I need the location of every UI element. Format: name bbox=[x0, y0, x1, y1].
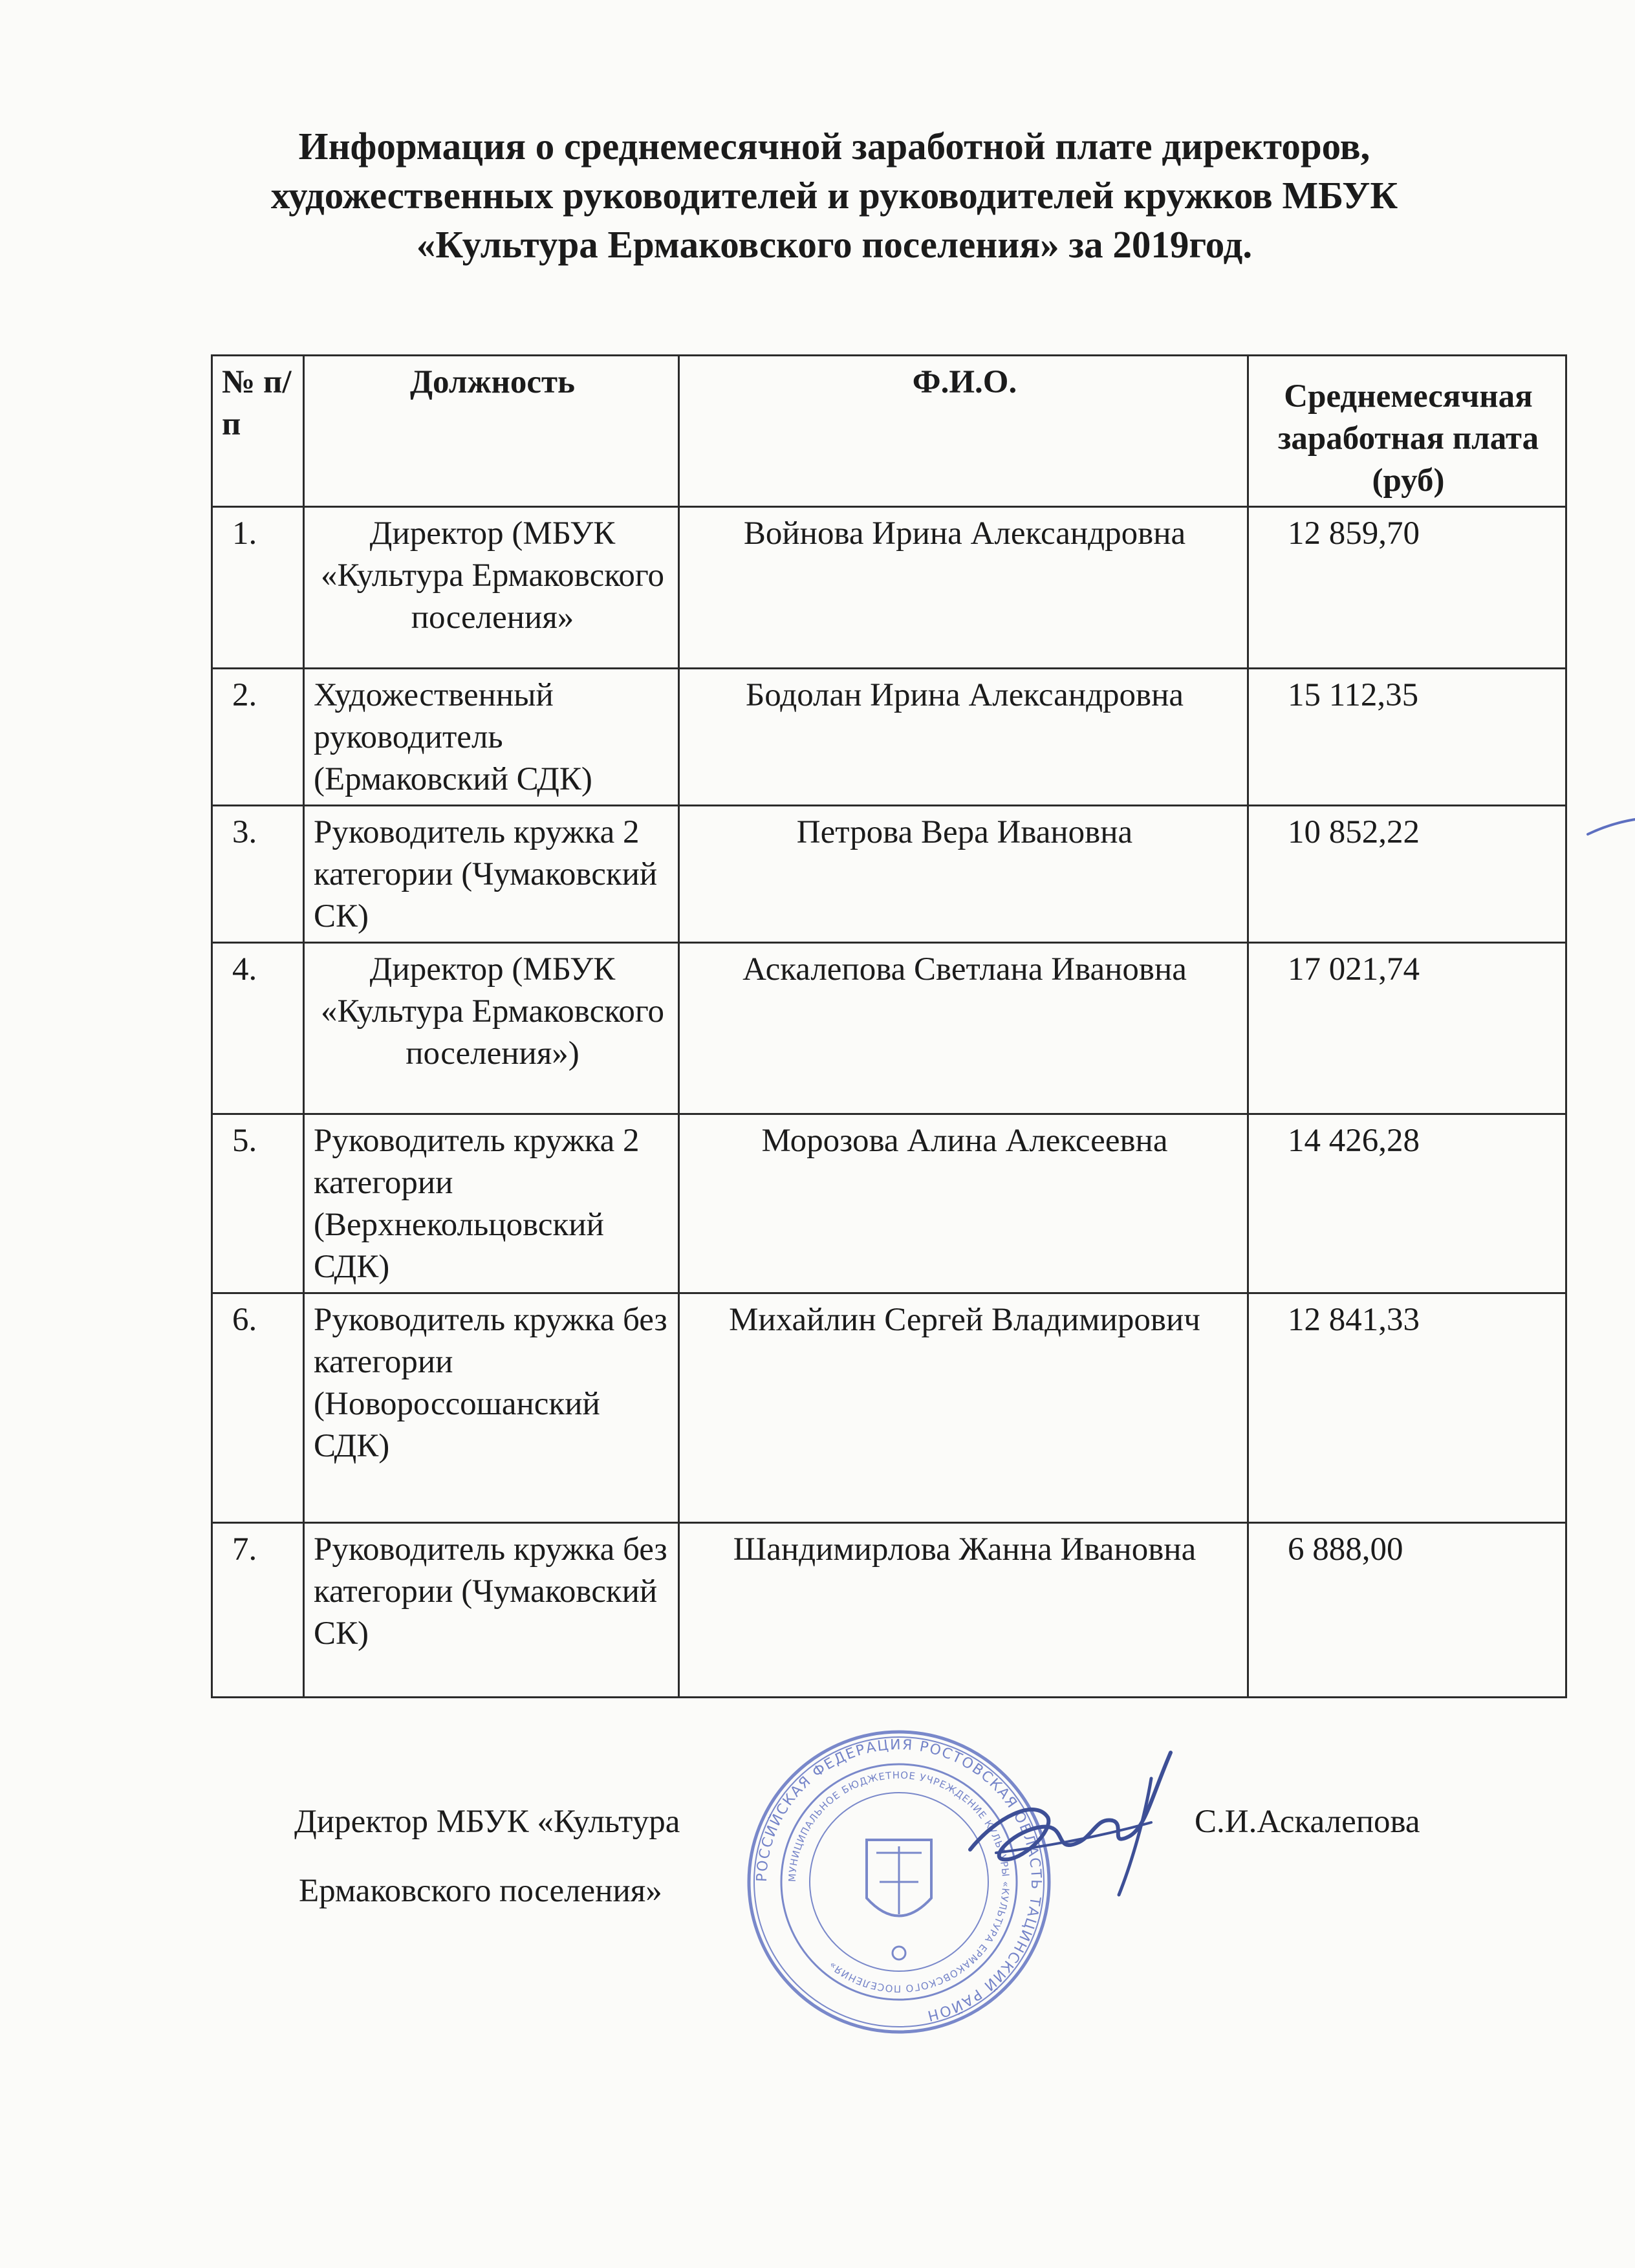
row-num: 7. bbox=[212, 1523, 304, 1698]
row-salary: 12 859,70 bbox=[1248, 507, 1566, 669]
row-name: Шандимирлова Жанна Ивановна bbox=[679, 1523, 1248, 1698]
header-position: Должность bbox=[304, 356, 679, 507]
row-num: 3. bbox=[212, 806, 304, 943]
stamp-outer-text: РОССИЙСКАЯ ФЕДЕРАЦИЯ РОСТОВСКАЯ ОБЛАСТЬ ТАЦИНСКИЙ РАЙОН bbox=[753, 1736, 1045, 2024]
title-line-1: Информация о среднемесячной заработной плате директоров, bbox=[298, 125, 1370, 167]
header-num: № п/п bbox=[212, 356, 304, 507]
table-row bbox=[212, 806, 1566, 943]
header-name: Ф.И.О. bbox=[679, 356, 1248, 507]
row-salary: 12 841,33 bbox=[1248, 1293, 1566, 1523]
table-row bbox=[212, 507, 1566, 669]
row-name: Морозова Алина Алексеевна bbox=[679, 1114, 1248, 1293]
signer-title-line-1: Директор МБУК «Культура bbox=[294, 1804, 680, 1840]
row-position: Руководитель кружка без категории (Новороссошанский СДК) bbox=[304, 1293, 679, 1523]
row-name: Бодолан Ирина Александровна bbox=[679, 669, 1248, 806]
table-row bbox=[212, 669, 1566, 806]
row-position: Руководитель кружка без категории (Чумаковский СК) bbox=[304, 1523, 679, 1698]
table-row bbox=[212, 1114, 1566, 1293]
header-salary: Среднемесячная заработная плата (руб) bbox=[1248, 356, 1566, 507]
title-line-3: «Культура Ермаковского поселения» за 2019год. bbox=[416, 223, 1253, 266]
margin-pen-mark bbox=[1585, 815, 1635, 841]
row-position: Художественный руководитель (Ермаковский СДК) bbox=[304, 669, 679, 806]
handwritten-signature bbox=[957, 1740, 1203, 1908]
title-line-2: художественных руководителей и руководителей кружков МБУК bbox=[270, 174, 1398, 217]
row-num: 6. bbox=[212, 1293, 304, 1523]
row-num: 1. bbox=[212, 507, 304, 669]
salary-table bbox=[211, 354, 1567, 1698]
row-name: Петрова Вера Ивановна bbox=[679, 806, 1248, 943]
row-num: 5. bbox=[212, 1114, 304, 1293]
stamp-inner-text: МУНИЦИПАЛЬНОЕ БЮДЖЕТНОЕ УЧРЕЖДЕНИЕ КУЛЬТУРЫ «КУЛЬТУРА ЕРМАКОВСКОГО ПОСЕЛЕНИЯ» bbox=[786, 1769, 1012, 1995]
row-num: 4. bbox=[212, 943, 304, 1114]
row-num: 2. bbox=[212, 669, 304, 806]
row-position: Директор (МБУК «Культура Ермаковского поселения») bbox=[304, 943, 679, 1114]
document-title bbox=[194, 122, 1475, 269]
row-position: Директор (МБУК «Культура Ермаковского поселения» bbox=[304, 507, 679, 669]
row-salary: 6 888,00 bbox=[1248, 1523, 1566, 1698]
row-salary: 10 852,22 bbox=[1248, 806, 1566, 943]
row-name: Войнова Ирина Александровна bbox=[679, 507, 1248, 669]
table-row bbox=[212, 1523, 1566, 1698]
row-name: Аскалепова Светлана Ивановна bbox=[679, 943, 1248, 1114]
table-header-row bbox=[212, 356, 1566, 507]
row-position: Руководитель кружка 2 категории (Верхнекольцовский СДК) bbox=[304, 1114, 679, 1293]
signer-name: С.И.Аскалепова bbox=[1195, 1804, 1420, 1840]
row-salary: 14 426,28 bbox=[1248, 1114, 1566, 1293]
row-salary: 17 021,74 bbox=[1248, 943, 1566, 1114]
signer-title-line-2: Ермаковского поселения» bbox=[299, 1873, 662, 1909]
row-position: Руководитель кружка 2 категории (Чумаковский СК) bbox=[304, 806, 679, 943]
row-salary: 15 112,35 bbox=[1248, 669, 1566, 806]
table-row bbox=[212, 1293, 1566, 1523]
row-name: Михайлин Сергей Владимирович bbox=[679, 1293, 1248, 1523]
table-row bbox=[212, 943, 1566, 1114]
